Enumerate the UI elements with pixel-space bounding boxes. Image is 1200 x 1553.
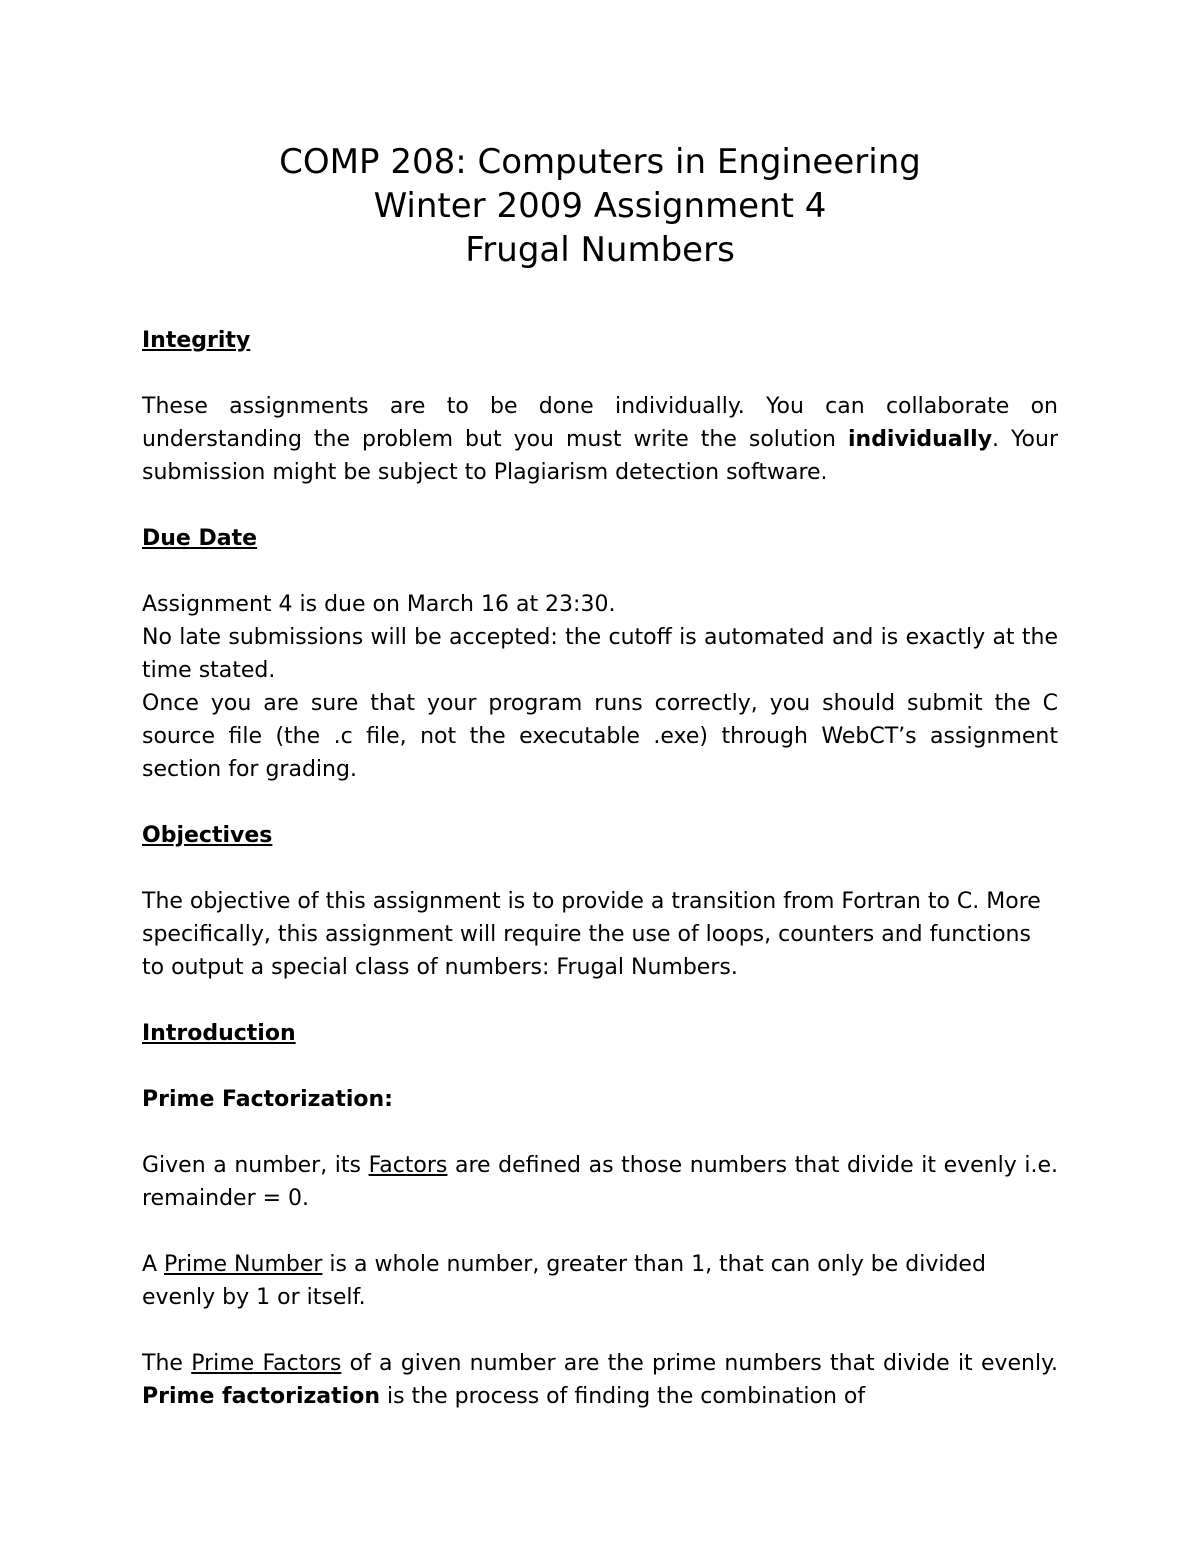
objectives-paragraph: The objective of this assignment is to provide a transition from Fortran to C. More specifically, this assignment will require the use of loops, counters and functions to output a special class of numbers: Frugal Numbers. [142,889,1041,980]
title-topic: Frugal Numbers [465,230,735,270]
prime-number-text-end: is a whole number, greater than 1, that can only be divided evenly by 1 or itself. [142,1252,986,1310]
prime-factors-text: The [142,1351,192,1376]
prime-number-text: A [142,1252,165,1277]
factors-paragraph [142,1149,1058,1215]
objectives-heading: Objectives [142,823,273,848]
integrity-emphasis: individually [847,427,993,452]
prime-factors-text-end: is the process of finding the combination of [379,1384,866,1409]
prime-factors-text-mid: of a given number are the prime numbers that divide it evenly. [341,1351,1058,1376]
introduction-heading: Introduction [142,1021,296,1046]
late-policy-line: No late submissions will be accepted: the cutoff is automated and is exactly at the time stated. [142,625,1058,683]
document-title [142,140,1058,272]
integrity-heading: Integrity [142,328,251,353]
prime-number-paragraph [142,1248,1058,1314]
prime-factorization-term: Prime factorization [142,1384,380,1409]
integrity-text-end: . Your submission might be subject to Plagiarism detection software. [142,427,1058,485]
due-date-heading: Due Date [142,526,258,551]
document-page [142,140,1058,1413]
due-date-paragraph [142,588,1058,786]
factors-text: Given a number, its [142,1153,369,1178]
integrity-text: These assignments are to be done individually. You can collaborate on understanding the problem but you must write the solution [142,394,1058,452]
prime-number-term: Prime Number [164,1252,323,1277]
title-assignment: Winter 2009 Assignment 4 [373,186,827,226]
title-course: COMP 208: Computers in Engineering [279,142,921,182]
factors-term: Factors [368,1153,448,1178]
prime-factors-paragraph [142,1347,1058,1413]
due-date-line: Assignment 4 is due on March 16 at 23:30. [142,592,616,617]
integrity-paragraph [142,390,1058,489]
prime-factorization-subheading: Prime Factorization: [142,1087,393,1112]
prime-factors-term: Prime Factors [191,1351,342,1376]
factors-text-end: are defined as those numbers that divide it evenly i.e. remainder = 0. [142,1153,1058,1211]
submission-instructions: Once you are sure that your program runs correctly, you should submit the C source file (the .c file, not the executable .exe) through WebCT’s assignment section for grading. [142,691,1058,782]
